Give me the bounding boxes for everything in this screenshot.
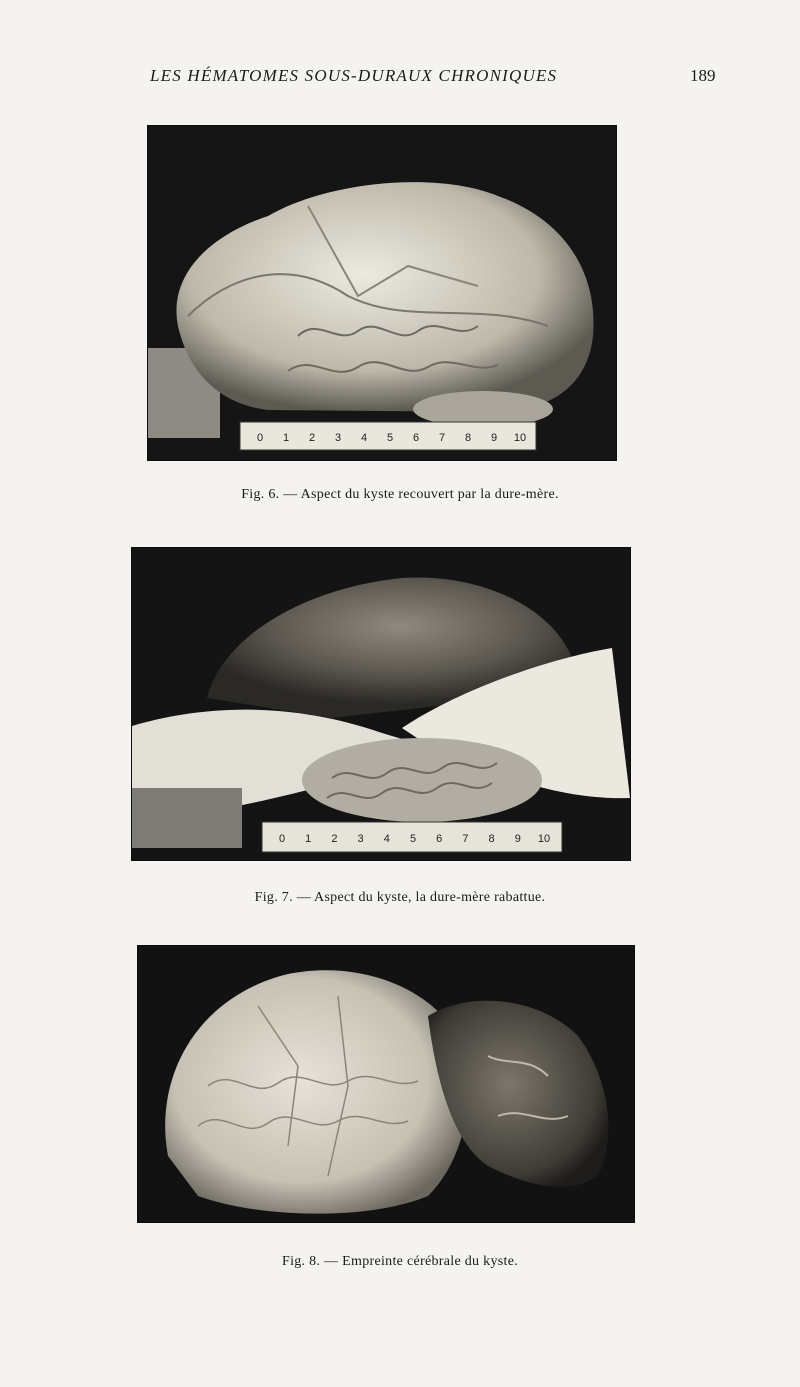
- ruler-mark-label: 6: [412, 432, 420, 444]
- ruler-mark-label: 5: [409, 833, 417, 845]
- running-head: [0, 66, 800, 90]
- ruler-mark-label: 7: [462, 833, 469, 845]
- ruler-mark-label: 10: [537, 833, 551, 845]
- ruler-mark-label: 6: [436, 833, 443, 845]
- ruler-mark-label: 2: [331, 833, 338, 845]
- ruler-mark-label: 10: [513, 432, 527, 444]
- ruler-mark-label: 3: [334, 432, 342, 444]
- figure-8-caption: Fig. 8. — Empreinte cérébrale du kyste.: [281, 1254, 519, 1269]
- ruler-mark-label: 1: [282, 432, 290, 444]
- ruler-mark-label: 8: [464, 432, 472, 444]
- ruler-mark-label: 8: [488, 833, 495, 845]
- ruler-mark-label: 2: [308, 432, 316, 444]
- ruler-mark-label: 9: [490, 432, 498, 444]
- figure-7-ruler: [262, 822, 562, 852]
- ruler-mark-label: 0: [256, 432, 264, 444]
- figure-8-photo: [138, 946, 634, 1222]
- ruler-mark-label: 4: [383, 833, 390, 845]
- figure-7-photo: [132, 548, 630, 860]
- ruler-mark-label: 0: [278, 833, 286, 845]
- ruler-mark-label: 5: [386, 432, 394, 444]
- ruler-mark-label: 1: [305, 833, 312, 845]
- ruler-mark-label: 3: [357, 833, 364, 845]
- figure-6-caption: Fig. 6. — Aspect du kyste recouvert par la dure-mère.: [241, 487, 559, 502]
- ruler-mark-label: 7: [438, 432, 446, 444]
- page-number: 189: [690, 66, 716, 85]
- running-title: LES HÉMATOMES SOUS-DURAUX CHRONIQUES: [150, 66, 558, 85]
- ruler-mark-label: 9: [514, 833, 521, 845]
- figure-7-caption: Fig. 7. — Aspect du kyste, la dure-mère rabattue.: [254, 890, 546, 905]
- ruler-mark-label: 4: [360, 432, 368, 444]
- figure-6-photo: [148, 126, 616, 460]
- figure-6-ruler: [240, 422, 536, 450]
